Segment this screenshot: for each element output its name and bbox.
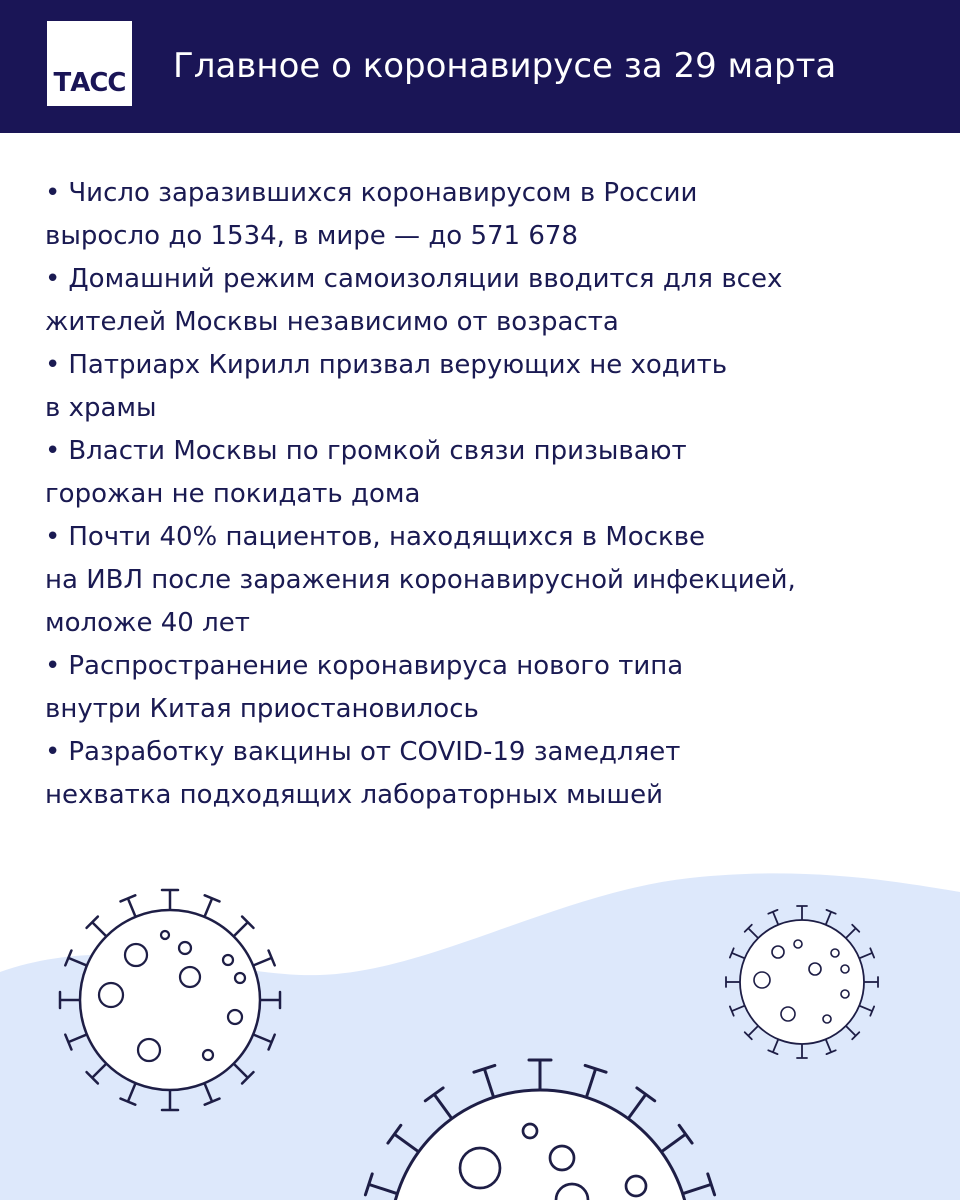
bullet: •: [45, 737, 61, 767]
news-item-text: Патриарх Кирилл призвал верующих не ходить: [68, 350, 728, 380]
news-item-line: нехватка подходящих лабораторных мышей: [45, 780, 664, 810]
news-item: [45, 645, 925, 731]
news-list: [45, 172, 925, 817]
bullet: •: [45, 264, 61, 294]
news-item: [45, 258, 925, 344]
news-item: [45, 344, 925, 430]
bullet: •: [45, 350, 61, 380]
news-item-line: горожан не покидать дома: [45, 479, 421, 509]
news-item: [45, 430, 925, 516]
news-item-line: [45, 516, 925, 559]
news-item-line: [45, 258, 925, 301]
news-item: [45, 516, 925, 645]
news-item-line: [45, 731, 925, 774]
news-item-text: Власти Москвы по громкой связи призывают: [68, 436, 687, 466]
virus-illustration: [0, 840, 960, 1200]
news-item-line: моложе 40 лет: [45, 608, 250, 638]
virus-icon: [60, 890, 280, 1110]
news-item-text: Разработку вакцины от COVID-19 замедляет: [68, 737, 681, 767]
news-item-line: внутри Китая приостановилось: [45, 694, 479, 724]
news-item-line: жителей Москвы независимо от возраста: [45, 307, 619, 337]
news-item-line: на ИВЛ после заражения коронавирусной инфекцией,: [45, 565, 796, 595]
page-title: Главное о коронавирусе за 29 марта: [173, 46, 837, 86]
news-item: [45, 172, 925, 258]
virus-icon: [726, 906, 878, 1058]
news-item-line: в храмы: [45, 393, 157, 423]
bullet: •: [45, 522, 61, 552]
news-item-text: Почти 40% пациентов, находящихся в Москве: [68, 522, 706, 552]
news-item-text: Число заразившихся коронавирусом в России: [68, 178, 698, 208]
news-item-line: [45, 645, 925, 688]
news-item-line: [45, 430, 925, 473]
tass-logo-text: ТАСС: [53, 68, 126, 98]
bullet: •: [45, 178, 61, 208]
tass-logo: [47, 21, 132, 106]
news-item: [45, 731, 925, 817]
news-item-text: Домашний режим самоизоляции вводится для всех: [68, 264, 783, 294]
news-item-line: [45, 172, 925, 215]
news-item-line: выросло до 1534, в мире — до 571 678: [45, 221, 578, 251]
bullet: •: [45, 651, 61, 681]
header-bar: [0, 0, 960, 133]
bullet: •: [45, 436, 61, 466]
news-item-line: [45, 344, 925, 387]
news-item-text: Распространение коронавируса нового типа: [68, 651, 684, 681]
